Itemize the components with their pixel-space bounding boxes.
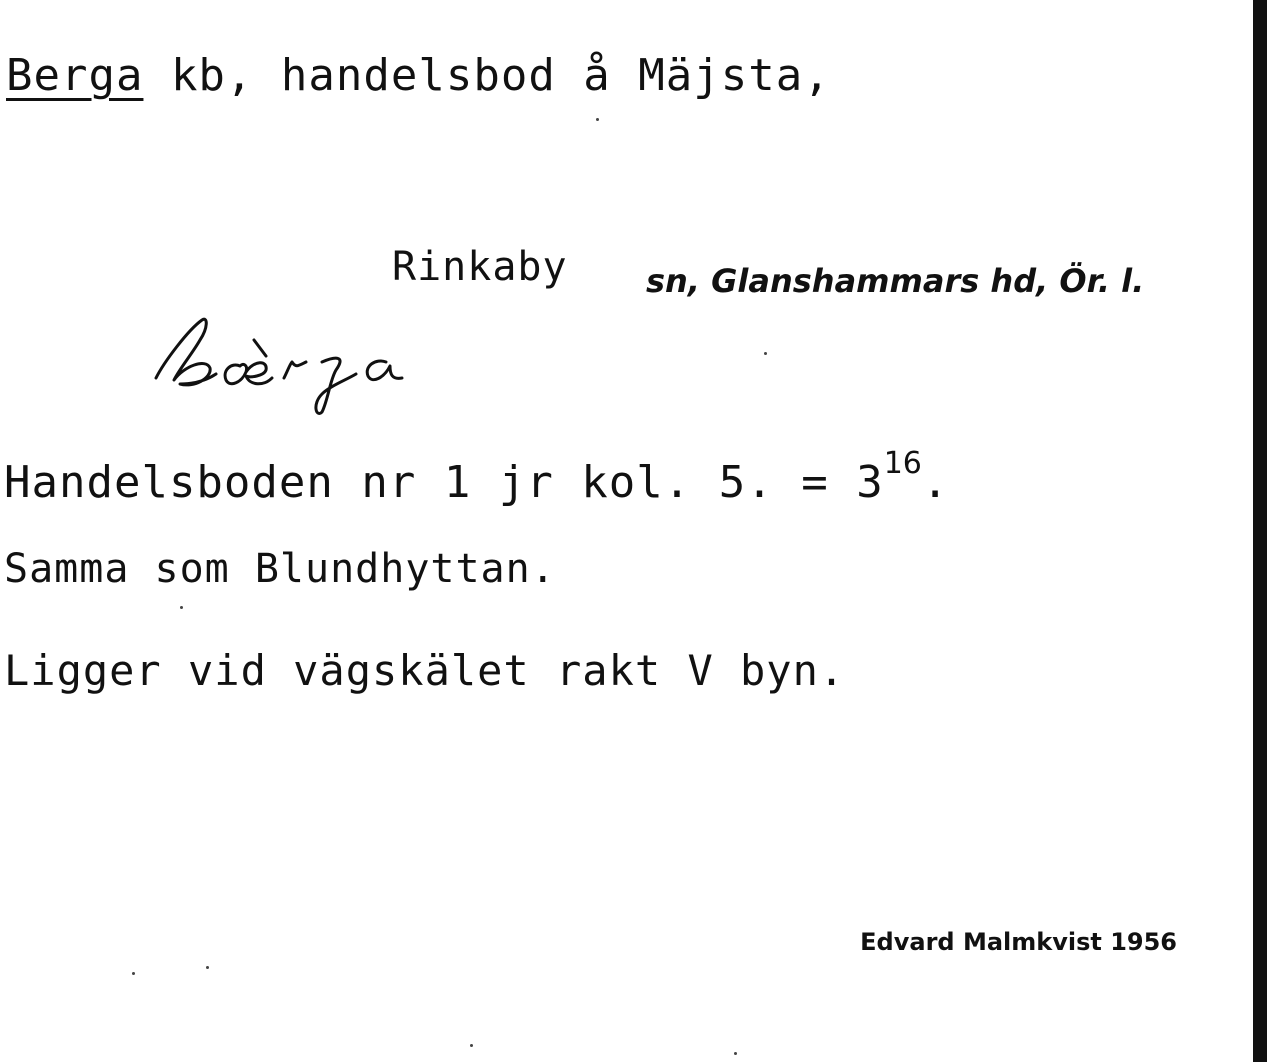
superscript-number: 16 bbox=[883, 446, 922, 481]
line1-end: . bbox=[921, 457, 950, 508]
title-keyword: Berga bbox=[6, 50, 144, 101]
speck bbox=[180, 606, 183, 609]
title-rest: kb, handelsbod å Mäjsta, bbox=[143, 50, 831, 101]
speck bbox=[206, 966, 209, 969]
speck bbox=[734, 1052, 737, 1055]
handelsbod-text: Handelsboden nr 1 jr kol. 5. = 3 bbox=[4, 457, 884, 508]
same-as-line: Samma som Blundhyttan. bbox=[4, 546, 556, 592]
signature: Edvard Malmkvist 1956 bbox=[860, 928, 1177, 956]
speck bbox=[596, 118, 599, 121]
speck bbox=[764, 352, 767, 355]
phonetic-handwriting bbox=[150, 300, 440, 420]
speck bbox=[470, 1044, 473, 1047]
speck bbox=[132, 972, 135, 975]
location-line: Ligger vid vägskälet rakt V byn. bbox=[4, 646, 846, 695]
parish-printed: sn, Glanshammars hd, Ör. l. bbox=[646, 262, 1145, 300]
parish-typed: Rinkaby bbox=[392, 244, 568, 290]
card-title bbox=[6, 50, 831, 101]
card-edge-bar bbox=[1253, 0, 1267, 1062]
handelsbod-line bbox=[4, 446, 949, 508]
